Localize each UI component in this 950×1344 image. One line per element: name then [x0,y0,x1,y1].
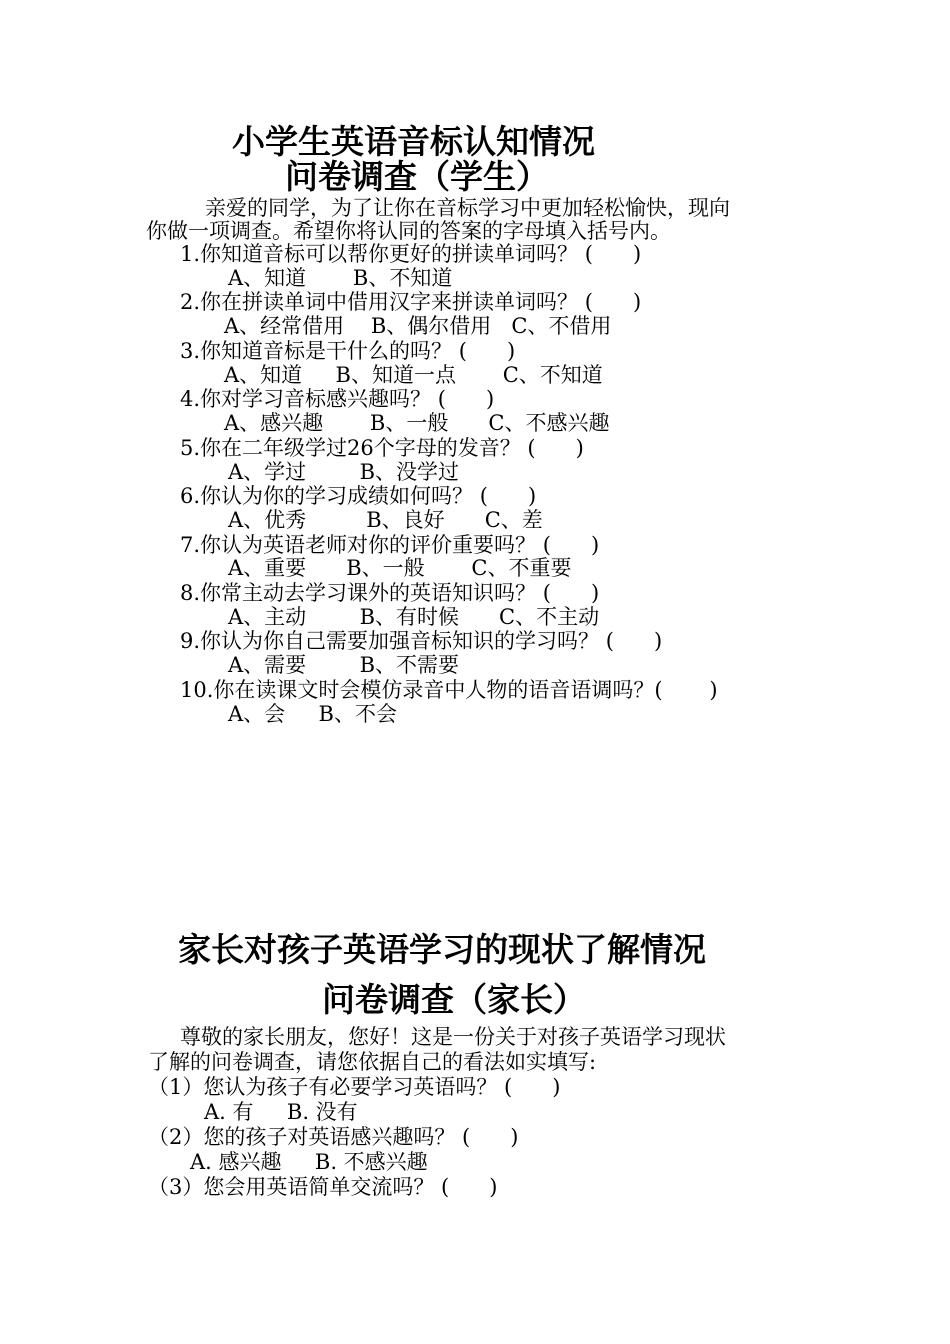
student-question-7: 7.你认为英语老师对你的评价重要吗？ ( ) [180,533,600,557]
student-question-4: 4.你对学习音标感兴趣吗？ ( ) [180,387,495,411]
parent-question-2: （2）您的孩子对英语感兴趣吗？ ( ) [148,1125,519,1149]
parent-question-1: （1）您认为孩子有必要学习英语吗？ ( ) [148,1075,561,1099]
student-question-3-options: A、知道 B、知道一点 C、不知道 [224,363,603,387]
student-question-6: 6.你认为你的学习成绩如何吗？ ( ) [180,484,537,508]
student-question-8-options: A、主动 B、有时候 C、不主动 [228,605,600,629]
parent-survey-intro-line1: 尊敬的家长朋友，您好！这是一份关于对孩子英语学习现状 [180,1025,726,1049]
student-question-2-options: A、经常借用 B、偶尔借用 C、不借用 [224,314,612,338]
student-question-9: 9.你认为你自己需要加强音标知识的学习吗？ ( ) [180,629,663,653]
parent-survey-title-line1: 家长对孩子英语学习的现状了解情况 [178,930,706,969]
student-question-7-options: A、重要 B、一般 C、不重要 [228,556,572,580]
student-question-5-options: A、学过 B、没学过 [228,460,459,484]
parent-question-3: （3）您会用英语简单交流吗？ ( ) [148,1175,498,1199]
student-survey-intro-line2: 你做一项调查。希望你将认同的答案的字母填入括号内。 [146,219,671,243]
student-question-5: 5.你在二年级学过26个字母的发音？ ( ) [180,436,584,460]
student-question-8: 8.你常主动去学习课外的英语知识吗？ ( ) [180,581,600,605]
parent-survey-intro-line2: 了解的问卷调查，请您依据自己的看法如实填写: [148,1050,597,1074]
student-question-3: 3.你知道音标是干什么的吗？ ( ) [180,339,516,363]
parent-survey-title-line2: 问卷调查（家长） [322,980,586,1019]
student-question-1-options: A、知道 B、不知道 [228,266,453,290]
student-survey-title-line2: 问卷调查（学生） [285,157,549,196]
parent-question-1-options: A. 有 B. 没有 [204,1100,358,1124]
student-question-2: 2.你在拼读单词中借用汉字来拼读单词吗？ ( ) [180,290,642,314]
student-question-10-options: A、会 B、不会 [228,702,397,726]
student-question-1: 1.你知道音标可以帮你更好的拼读单词吗？ ( ) [180,242,642,266]
parent-question-2-options: A. 感兴趣 B. 不感兴趣 [190,1150,428,1174]
student-survey-title-line1: 小学生英语音标认知情况 [232,122,595,161]
student-question-6-options: A、优秀 B、良好 C、差 [228,508,543,532]
student-survey-intro-line1: 亲爱的同学，为了让你在音标学习中更加轻松愉快，现向 [205,196,730,220]
student-question-9-options: A、需要 B、不需要 [228,653,459,677]
student-question-10: 10.你在读课文时会模仿录音中人物的语音语调吗？( ) [180,678,718,702]
student-question-4-options: A、感兴趣 B、一般 C、不感兴趣 [224,411,610,435]
